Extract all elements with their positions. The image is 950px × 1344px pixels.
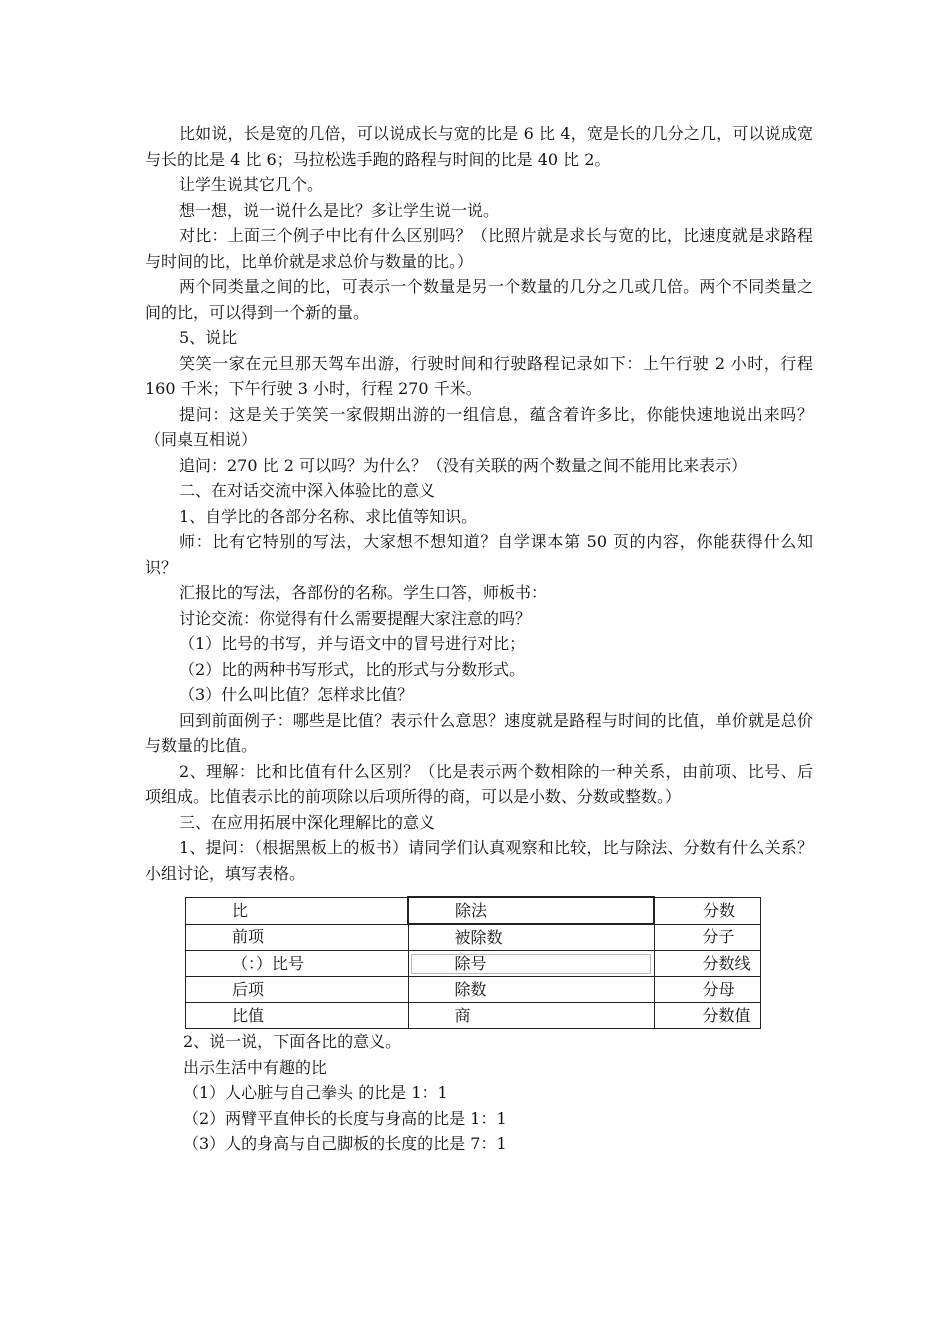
document-body	[145, 121, 813, 1157]
section-heading: 二、在对话交流中深入体验比的意义	[179, 481, 436, 500]
paragraph: 讨论交流：你觉得有什么需要提醒大家注意的吗？	[179, 608, 532, 628]
paragraph: 1、自学比的各部分名称、求比值等知识。	[179, 506, 478, 526]
paragraph: 两个同类量之间的比，可表示一个数量是另一个数量的几分之几或几倍。两个不同类量之间的比，可以得到一个新的量。	[145, 277, 813, 322]
comparison-table	[185, 896, 761, 1029]
paragraph: 笑笑一家在元旦那天驾车出游，行驶时间和行驶路程记录如下：上午行驶 2 小时，行程 160 千米；下午行驶 3 小时，行程 270 千米。	[145, 353, 813, 398]
paragraph: 比如说，长是宽的几倍，可以说成长与宽的比是 6 比 4，宽是长的几分之几，可以说成宽与长的比是 4 比 6；马拉松选手跑的路程与时间的比是 40 比 2。	[145, 124, 813, 169]
table-row	[186, 951, 761, 977]
list-item: （1）比号的书写，并与语文中的冒号进行对比；	[179, 634, 526, 653]
list-item: （3）人的身高与自己脚板的长度的比是 7：1	[183, 1134, 507, 1153]
table-cell: 后项	[186, 977, 409, 1003]
table-cell: 除法	[408, 897, 654, 924]
paragraph: 提问：这是关于笑笑一家假期出游的一组信息，蕴含着许多比，你能快速地说出来吗？（同桌互相说）	[145, 404, 813, 449]
table-cell: 除数	[408, 977, 654, 1003]
paragraph: 2、说一说，下面各比的意义。	[183, 1032, 402, 1051]
table-row	[186, 1003, 761, 1029]
paragraph: 师：比有它特别的写法，大家想不想知道？自学课本第 50 页的内容，你能获得什么知识？	[145, 532, 813, 577]
list-item: （3）什么叫比值？怎样求比值？	[179, 685, 414, 704]
table-cell: 分子	[654, 924, 761, 951]
table-cell: 商	[408, 1003, 654, 1029]
comparison-table-wrapper	[185, 896, 813, 1029]
paragraph: 汇报比的写法，各部份的名称。学生口答，师板书：	[179, 583, 548, 602]
paragraph: 出示生活中有趣的比	[183, 1057, 328, 1077]
table-cell: 被除数	[408, 924, 654, 951]
table-cell: 比值	[186, 1003, 409, 1029]
table-cell: 前项	[186, 924, 409, 951]
list-item: （2）比的两种书写形式，比的形式与分数形式。	[179, 659, 526, 679]
table-cell: 分数线	[654, 951, 761, 977]
list-item: （2）两臂平直伸长的长度与身高的比是 1：1	[183, 1108, 507, 1128]
table-cell: 比	[186, 897, 409, 924]
table-cell: （：）比号	[186, 951, 409, 977]
list-item: （1）人心脏与自己拳头 的比是 1：1	[183, 1083, 448, 1102]
table-row	[186, 977, 761, 1003]
section-heading: 三、在应用拓展中深化理解比的意义	[179, 812, 436, 832]
paragraph: 回到前面例子：哪些是比值？表示什么意思？速度就是路程与时间的比值，单价就是总价与数量的比值。	[145, 710, 813, 755]
table-cell: 分数	[654, 897, 761, 924]
table-row	[186, 897, 761, 924]
paragraph: 对比：上面三个例子中比有什么区别吗？（比照片就是求长与宽的比，比速度就是求路程与时间的比，比单价就是求总价与数量的比。）	[145, 226, 813, 271]
table-cell: 分数值	[654, 1003, 761, 1029]
section-heading: 5、说比	[179, 328, 238, 347]
table-row	[186, 924, 761, 951]
paragraph: 2、理解：比和比值有什么区别？（比是表示两个数相除的一种关系，由前项、比号、后项组成。比值表示比的前项除以后项所得的商，可以是小数、分数或整数。）	[145, 761, 813, 806]
paragraph: 想一想，说一说什么是比？多让学生说一说。	[179, 200, 500, 220]
table-cell: 除号	[408, 951, 654, 977]
paragraph: 让学生说其它几个。	[179, 175, 324, 194]
paragraph: 1、提问：（根据黑板上的板书）请同学们认真观察和比较，比与除法、分数有什么关系？小组讨论，填写表格。	[145, 838, 813, 883]
table-cell: 分母	[654, 977, 761, 1003]
paragraph: 追问：270 比 2 可以吗？为什么？（没有关联的两个数量之间不能用比来表示）	[179, 455, 747, 475]
